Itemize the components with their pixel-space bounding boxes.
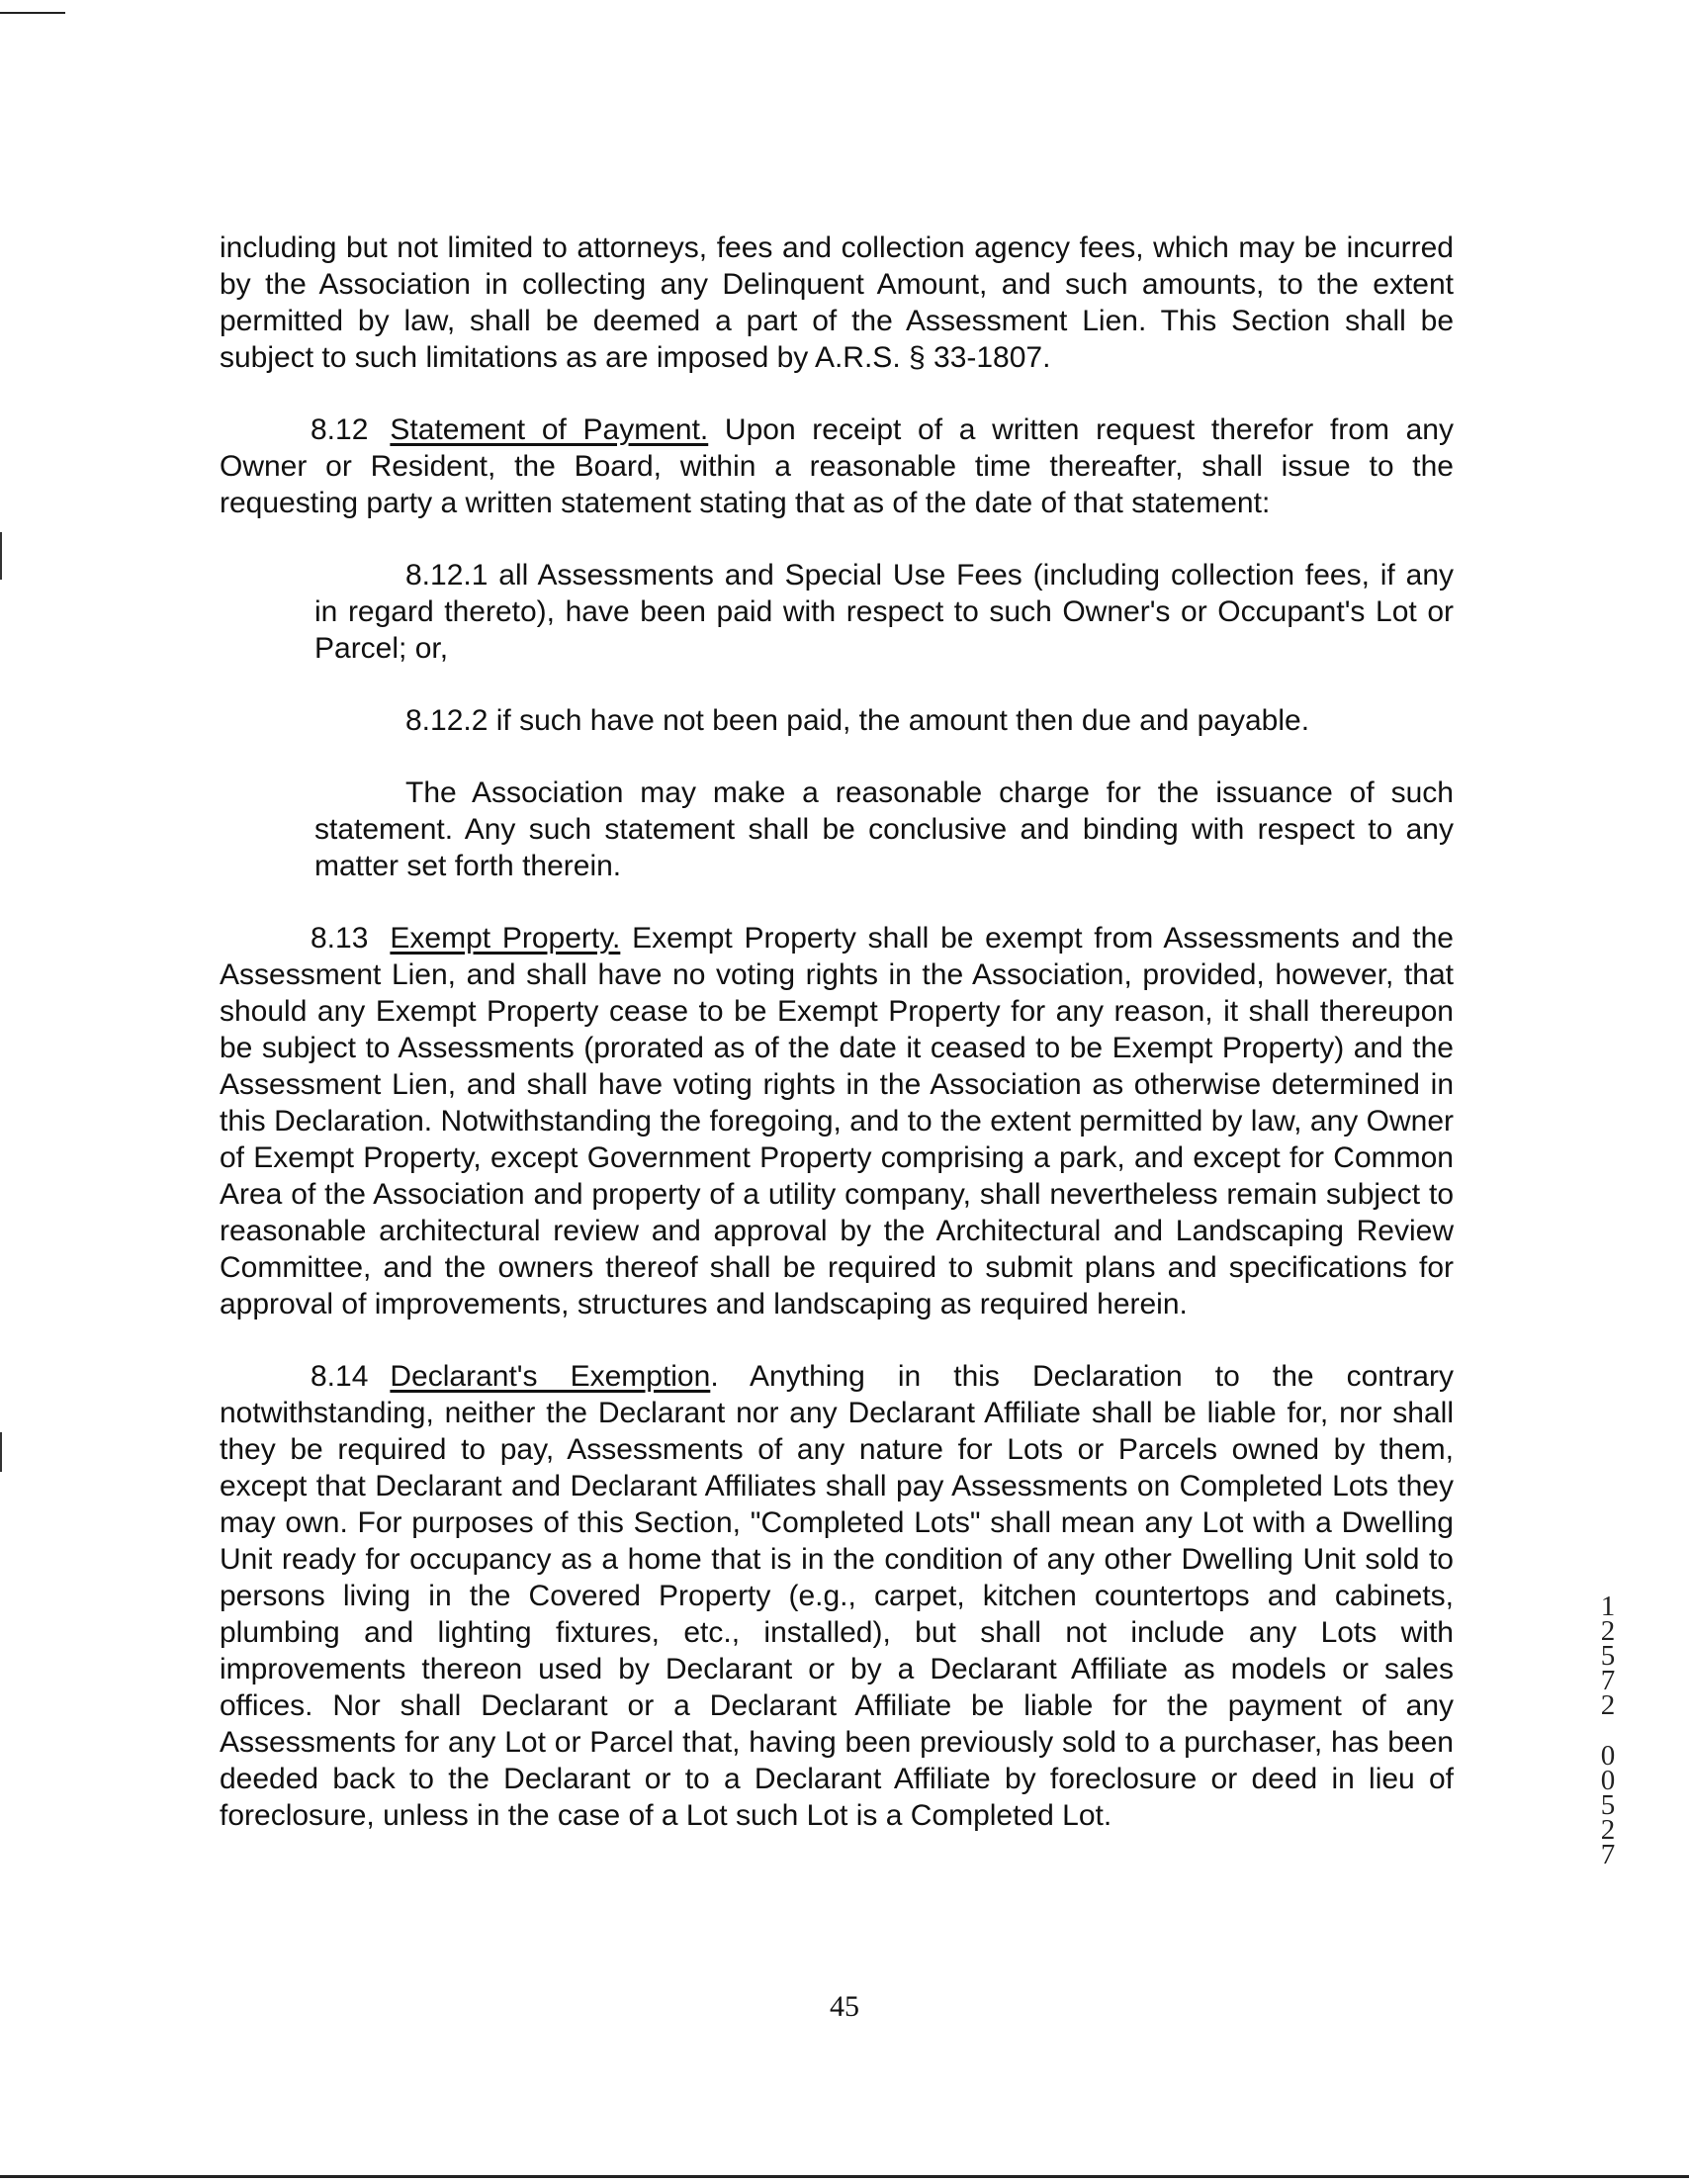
scan-edge-mark [0,532,2,580]
section-8-13 [220,920,1454,1322]
section-text: Exempt Property shall be exempt from Assessments and the Assessment Lien, and shall have no voting rights in the Association, provided, however, that should any Exempt Property cease to be Exempt Property for any reason, it shall thereupon be subject to Assessments (prorated as of the date it ceased to be Exempt Property) and the Assessment Lien, and shall have voting rights in the Association as otherwise determined in this Declaration. Notwithstanding the foregoing, and to the extent permitted by law, any Owner of Exempt Property, except Government Property comprising a park, and except for Common Area of the Association and property of a utility company, shall nevertheless remain subject to reasonable architectural review and approval by the Architectural and Landscaping Review Committee, and the owners thereof shall be required to submit plans and specifications for approval of improvements, structures and landscaping as required herein. [220,922,1454,1320]
subsection-8-12-1: 8.12.1 all Assessments and Special Use Fees (including collection fees, if any in regard thereto), have been paid with respect to such Owner's or Occupant's Lot or Parcel; or, [314,559,1454,665]
stamp-digit: 2 [1600,1814,1616,1846]
page-number: 45 [830,1990,859,2023]
paragraph-reasonable-charge: The Association may make a reasonable charge for the issuance of such statement. Any such statement shall be conclusive and binding with respect to any matter set forth therein. [314,776,1454,882]
scan-bottom-edge [0,2175,1689,2178]
section-heading: Declarant's Exemption [390,1360,711,1393]
paragraph-continuation: including but not limited to attorneys, fees and collection agency fees, which may be incurred by the Association in collecting any Delinquent Amount, and such amounts, to the extent permitted by law, shall be deemed a part of the Assessment Lien. This Section shall be subject to such limitations as are imposed by A.R.S. § 33-1807. [220,231,1454,374]
stamp-digit: 1 [1600,1591,1616,1622]
document-body [220,229,1454,1869]
stamp-digit: 2 [1600,1689,1616,1721]
section-8-14 [220,1358,1454,1834]
stamp-digit: 0 [1600,1740,1616,1772]
section-heading: Statement of Payment. [390,413,709,446]
scan-corner-mark [0,12,65,14]
scan-edge-mark [0,1432,2,1472]
stamp-digit: 0 [1600,1765,1616,1796]
section-number: 8.13 [311,922,369,955]
subsection-8-12-2: 8.12.2 if such have not been paid, the amount then due and payable. [405,704,1310,737]
stamp-digit: 2 [1600,1615,1616,1647]
stamp-digit: 7 [1600,1665,1616,1696]
stamp-digit: 5 [1600,1789,1616,1821]
stamp-digit: 7 [1600,1839,1616,1870]
section-8-12 [220,411,1454,521]
section-heading: Exempt Property. [390,922,621,955]
recording-number-stamp [1596,1591,1620,1870]
section-text: . Anything in this Declaration to the contrary notwithstanding, neither the Declarant nor any Declarant Affiliate shall be liable for, nor shall they be required to pay, Assessments of any nature for Lots or Parcels owned by them, except that Declarant and Declarant Affiliates shall pay Assessments on Completed Lots they may own. For purposes of this Section, "Completed Lots" shall mean any Lot with a Dwelling Unit ready for occupancy as a home that is in the condition of any other Dwelling Unit sold to persons living in the Covered Property (e.g., carpet, kitchen countertops and cabinets, plumbing and lighting fixtures, etc., installed), but shall not include any Lots with improvements thereon used by Declarant or by a Declarant Affiliate as models or sales offices. Nor shall Declarant or a Declarant Affiliate be liable for the payment of any Assessments for any Lot or Parcel that, having been previously sold to a purchaser, has been deeded back to the Declarant or to a Declarant Affiliate by foreclosure or deed in lieu of foreclosure, unless in the case of a Lot such Lot is a Completed Lot. [220,1360,1454,1832]
section-number: 8.14 [311,1360,369,1393]
section-text: Upon receipt of a written request therefor from any Owner or Resident, the Board, within a reasonable time thereafter, shall issue to the requesting party a written statement stating that as of the date of that statement: [220,413,1454,519]
section-number: 8.12 [311,413,369,446]
stamp-digit: 5 [1600,1640,1616,1672]
